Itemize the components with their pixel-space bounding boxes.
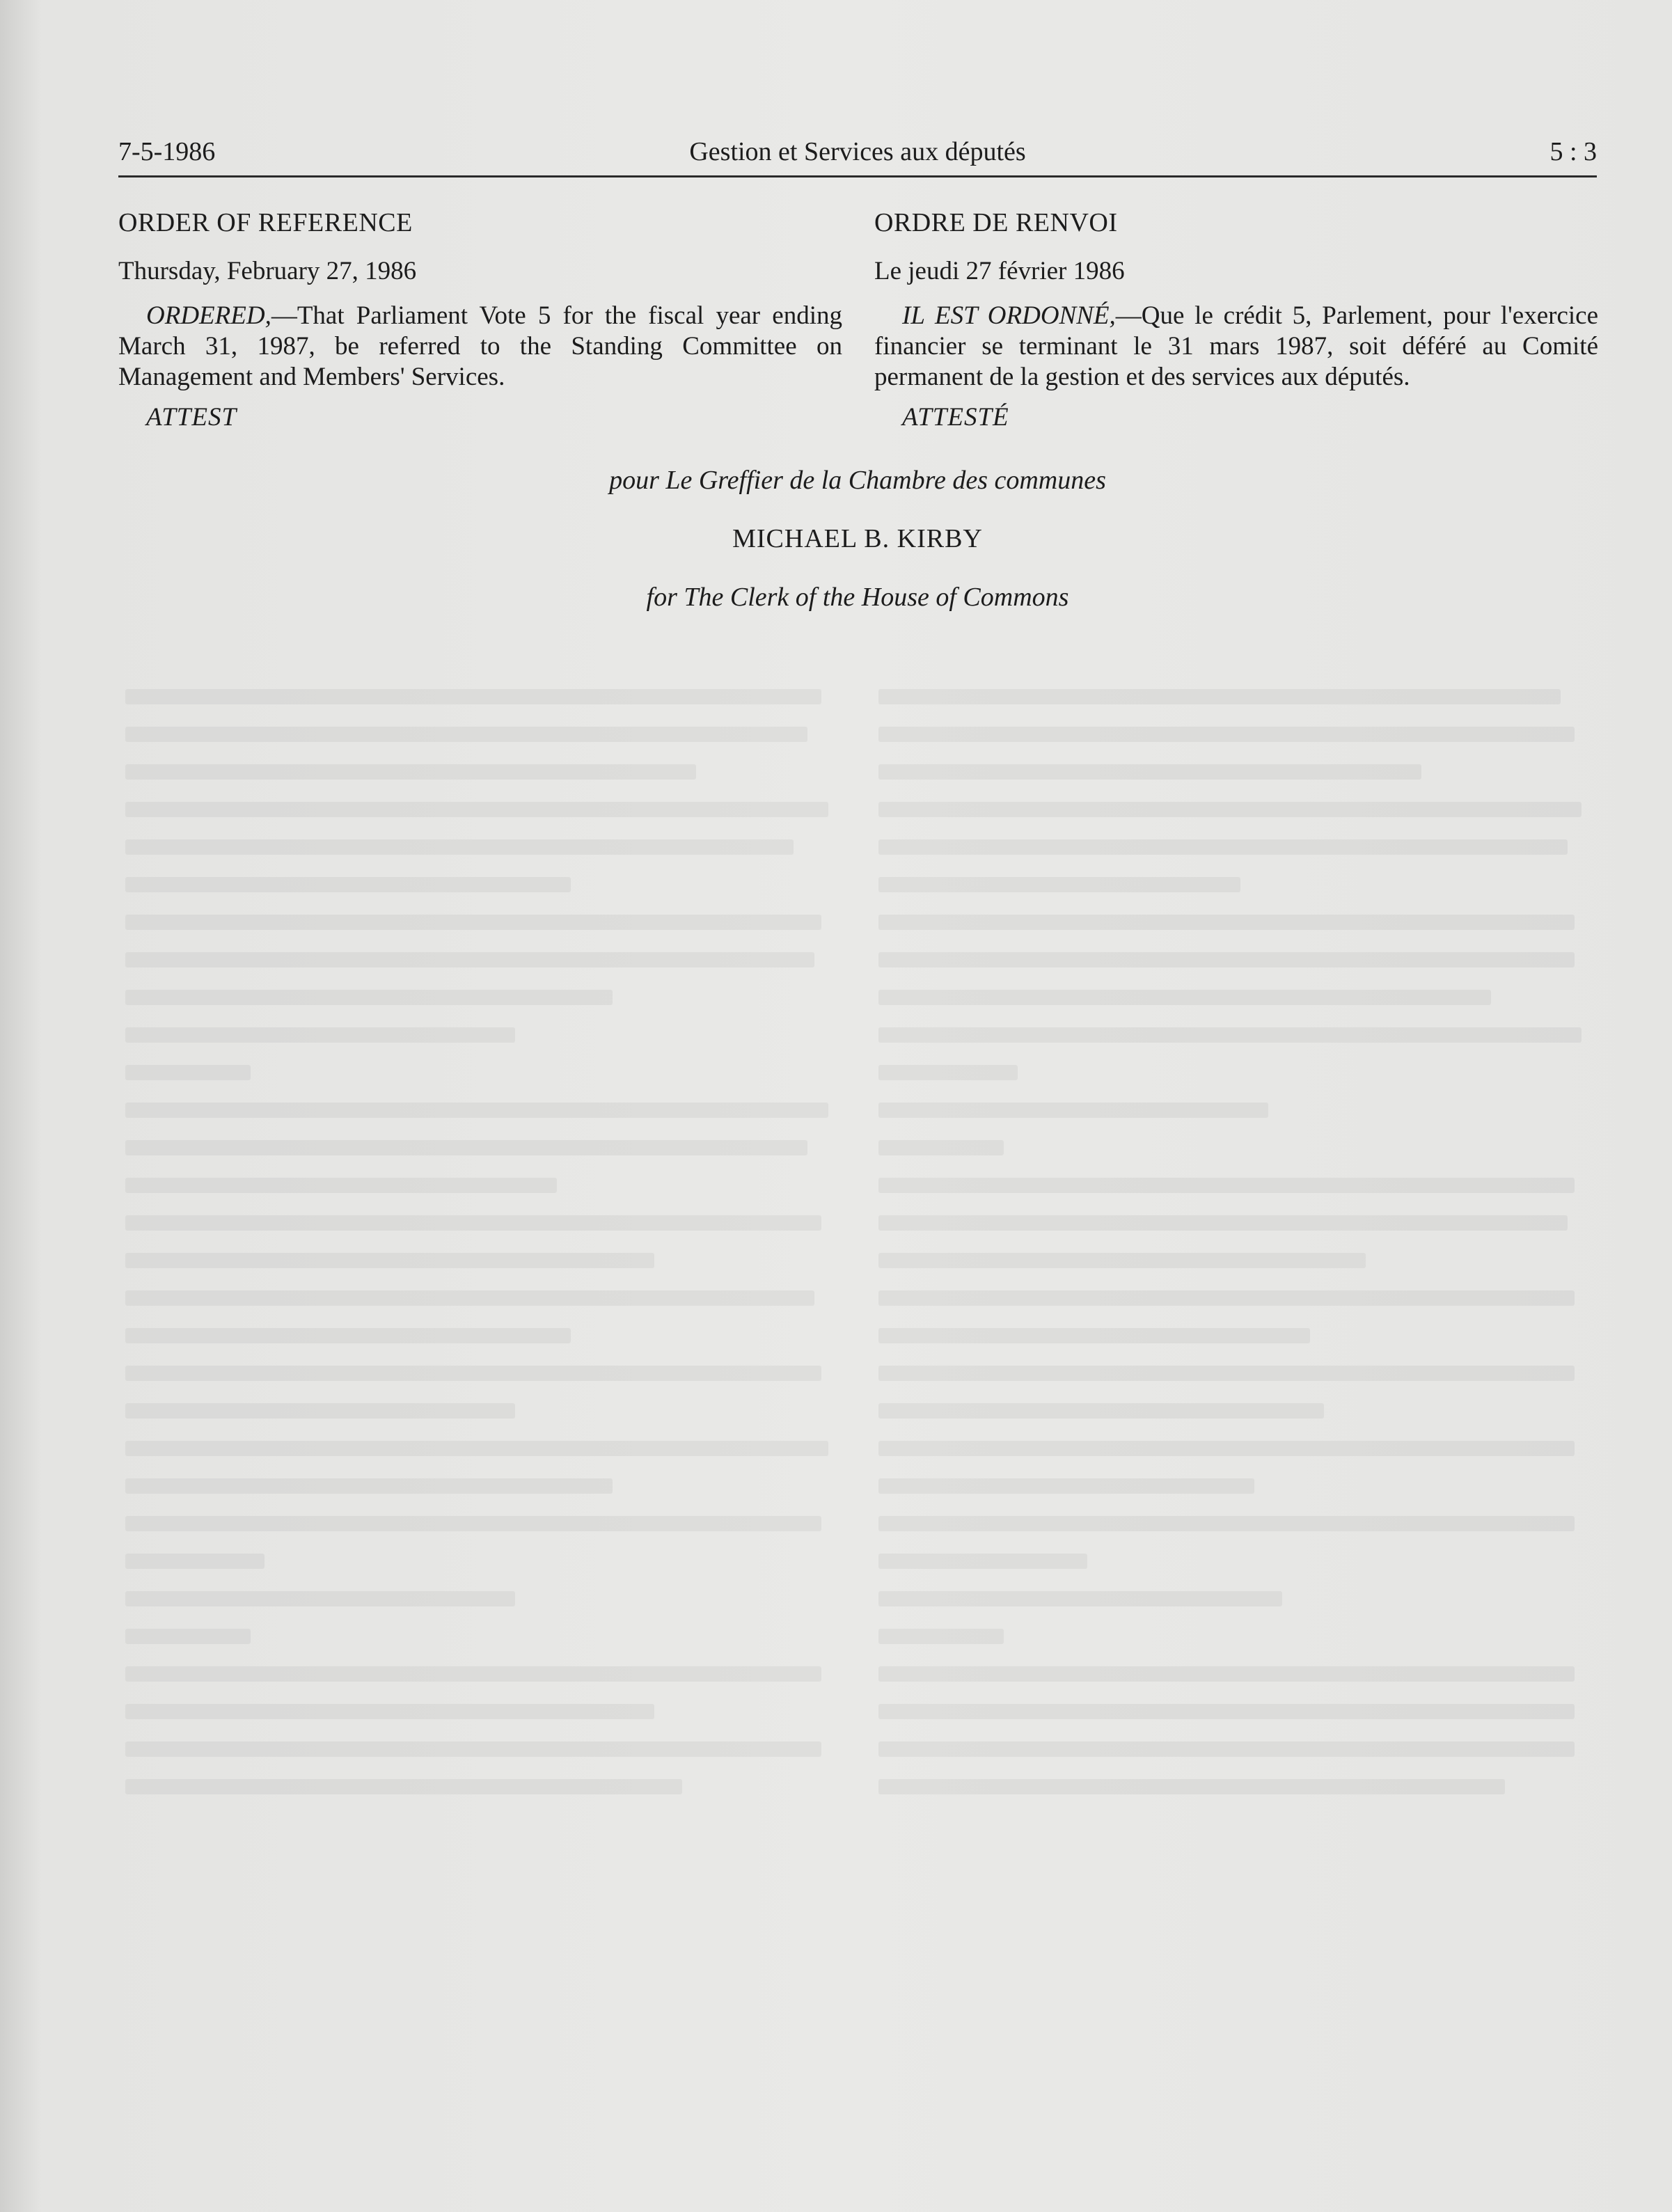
french-attest: ATTESTÉ	[902, 403, 1009, 432]
ordonne-text: —Que le crédit 5, Parlement, pour l'exercice financier se terminant le 31 mars 1987, soit déféré au Comité permanent de la gestion et des services aux députés.	[874, 301, 1598, 391]
english-column	[118, 207, 842, 433]
ordered-text: —That Parliament Vote 5 for the fiscal year ending March 31, 1987, be referred to the Standing Committee on Management and Members' Services.	[118, 301, 842, 391]
page-header	[118, 136, 1597, 177]
header-title: Gestion et Services aux députés	[689, 137, 1026, 166]
english-order-paragraph	[118, 301, 842, 393]
english-attest: ATTEST	[146, 403, 237, 432]
order-of-reference-heading: ORDER OF REFERENCE	[118, 208, 413, 237]
ordonne-label: IL EST ORDONNÉ,	[902, 301, 1116, 330]
french-order-paragraph	[874, 301, 1598, 393]
signature-pour-line: pour Le Greffier de la Chambre des communes	[609, 466, 1106, 495]
bleed-through-right	[878, 689, 1595, 1817]
french-column	[874, 207, 1598, 433]
french-date: Le jeudi 27 février 1986	[874, 257, 1125, 285]
ordre-de-renvoi-heading: ORDRE DE RENVOI	[874, 208, 1118, 237]
bleed-through-left	[125, 689, 842, 1817]
signature-for-line: for The Clerk of the House of Commons	[646, 583, 1069, 612]
header-page-number: 5 : 3	[1549, 137, 1597, 166]
header-date: 7-5-1986	[118, 137, 216, 166]
english-date: Thursday, February 27, 1986	[118, 257, 417, 285]
signature-name: MICHAEL B. KIRBY	[732, 524, 983, 553]
ordered-label: ORDERED,	[146, 301, 271, 330]
